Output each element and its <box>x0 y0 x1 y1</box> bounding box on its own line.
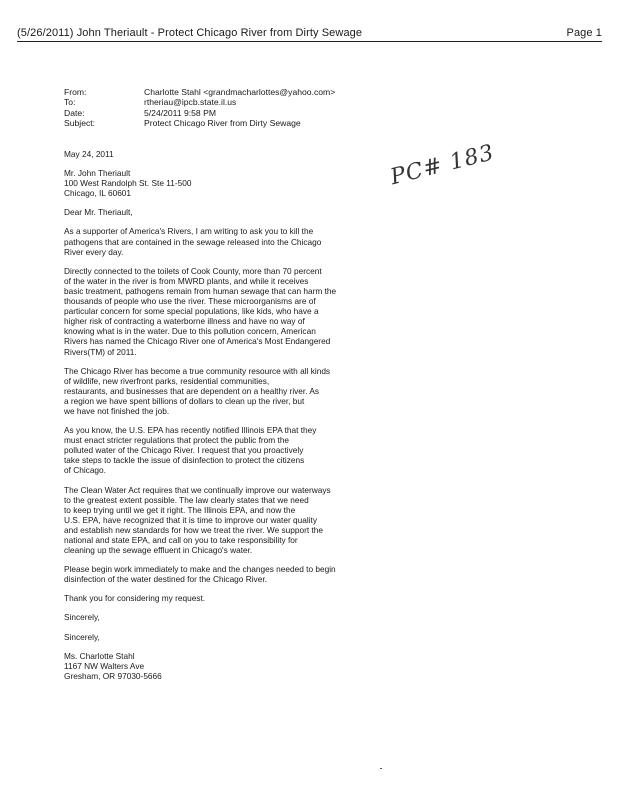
header-title: (5/26/2011) John Theriault - Protect Chicago River from Dirty Sewage <box>17 27 363 39</box>
meta-label: Subject: <box>64 118 96 129</box>
paragraph-line: Rivers has named the Chicago River one of America's Most Endangered <box>64 336 331 347</box>
closing: Sincerely, <box>64 631 100 642</box>
paragraph-line: of the water in the river is from MWRD plants, and while it receives <box>64 275 309 286</box>
paragraph-line: Thank you for considering my request. <box>64 593 206 604</box>
paragraph-line: polluted water of the Chicago River. I request that you proactively <box>64 445 304 456</box>
paragraph-line: Rivers(TM) of 2011. <box>64 346 137 357</box>
paragraph-line: thousands of people who use the river. These microorganisms are of <box>64 296 316 307</box>
letter-paragraph <box>64 564 344 584</box>
paragraph-line: a region we have spent billions of dollars to clean up the river, but <box>64 395 305 406</box>
paragraph-line: U.S. EPA, have recognized that it is time to improve our water quality <box>64 514 318 525</box>
paragraph-line: pathogens that are contained in the sewage released into the Chicago <box>64 236 322 247</box>
paragraph-line: knowing what is in the water. Due to this pollution concern, American <box>64 326 316 337</box>
paragraph-line: restaurants, and businesses that are dependent on a healthy river. As <box>64 385 320 396</box>
paragraph-line: of Chicago. <box>64 465 106 476</box>
letter-paragraph <box>64 226 344 256</box>
paragraph-line: of wildlife, new riverfront parks, residential communities, <box>64 375 270 386</box>
letter-paragraph <box>64 485 344 556</box>
paragraph-line: As a supporter of America's Rivers, I am writing to ask you to kill the <box>64 226 314 237</box>
salutation: Dear Mr. Theriault, <box>64 207 133 218</box>
paragraph-line: to the greatest extent possible. The law clearly states that we need <box>64 494 309 505</box>
paragraph-line: The Chicago River has become a true community resource with all kinds <box>64 365 331 376</box>
recipient-address <box>64 168 344 198</box>
paragraph-line: particular concern for some special populations, like kids, who have a <box>64 306 319 317</box>
paragraph-line: Directly connected to the toilets of Cook County, more than 70 percent <box>64 265 322 276</box>
scan-speck <box>380 768 382 769</box>
paragraph-line: disinfection of the water destined for the Chicago River. <box>64 574 267 585</box>
paragraph-line: Please begin work immediately to make and the changes needed to begin <box>64 564 336 575</box>
meta-date <box>64 108 335 118</box>
page-number: Page 1 <box>566 27 602 39</box>
letter-paragraphs <box>64 226 344 603</box>
signature-line: 1167 NW Walters Ave <box>64 660 145 671</box>
email-metadata <box>64 87 335 129</box>
letter-body <box>64 149 344 690</box>
closing: Sincerely, <box>64 612 100 623</box>
signature-line: Gresham, OR 97030-5666 <box>64 670 162 681</box>
fax-header <box>17 27 602 42</box>
address-line: Mr. John Theriault <box>64 168 131 179</box>
paragraph-line: to keep trying until we get it right. The Illinois EPA, and now the <box>64 504 296 515</box>
letter-paragraph <box>64 266 344 357</box>
meta-from <box>64 87 335 97</box>
paragraph-line: basic treatment, pathogens remain from human sewage that can harm the <box>64 285 337 296</box>
paragraph-line: The Clean Water Act requires that we continually improve our waterways <box>64 484 331 495</box>
meta-value: Protect Chicago River from Dirty Sewage <box>144 118 301 129</box>
handwritten-annotation: PC# 183 <box>388 140 497 191</box>
paragraph-line: River every day. <box>64 246 124 257</box>
letter-paragraph <box>64 366 344 416</box>
letter-paragraph <box>64 425 344 475</box>
paragraph-line: cleaning up the sewage effluent in Chicago's water. <box>64 545 253 556</box>
letter-paragraph <box>64 593 344 603</box>
paragraph-line: and establish new standards for how we treat the river. We support the <box>64 524 324 535</box>
meta-subject <box>64 118 335 128</box>
paragraph-line: national and state EPA, and call on you to take responsibility for <box>64 535 298 545</box>
address-line: Chicago, IL 60601 <box>64 188 132 199</box>
meta-label: To: <box>64 97 76 108</box>
paragraph-line: As you know, the U.S. EPA has recently notified Illinois EPA that they <box>64 425 317 436</box>
meta-to <box>64 97 335 107</box>
meta-label: Date: <box>64 107 85 118</box>
signature-block <box>64 651 344 681</box>
signature-line: Ms. Charlotte Stahl <box>64 650 135 661</box>
paragraph-line: we have not finished the job. <box>64 405 170 416</box>
meta-value: 5/24/2011 9:58 PM <box>144 107 216 118</box>
letter-date: May 24, 2011 <box>64 149 114 159</box>
meta-label: From: <box>64 87 87 97</box>
paragraph-line: must enact stricter regulations that protect the public from the <box>64 435 290 446</box>
address-line: 100 West Randolph St. Ste 11-500 <box>64 178 192 189</box>
paragraph-line: take steps to tackle the issue of disinfection to protect the citizens <box>64 455 305 466</box>
meta-value: rtheriau@ipcb.state.il.us <box>144 97 237 108</box>
meta-value: Charlotte Stahl <grandmacharlottes@yahoo.com> <box>144 87 336 97</box>
paragraph-line: higher risk of contracting a waterborne illness and have no way of <box>64 316 305 327</box>
